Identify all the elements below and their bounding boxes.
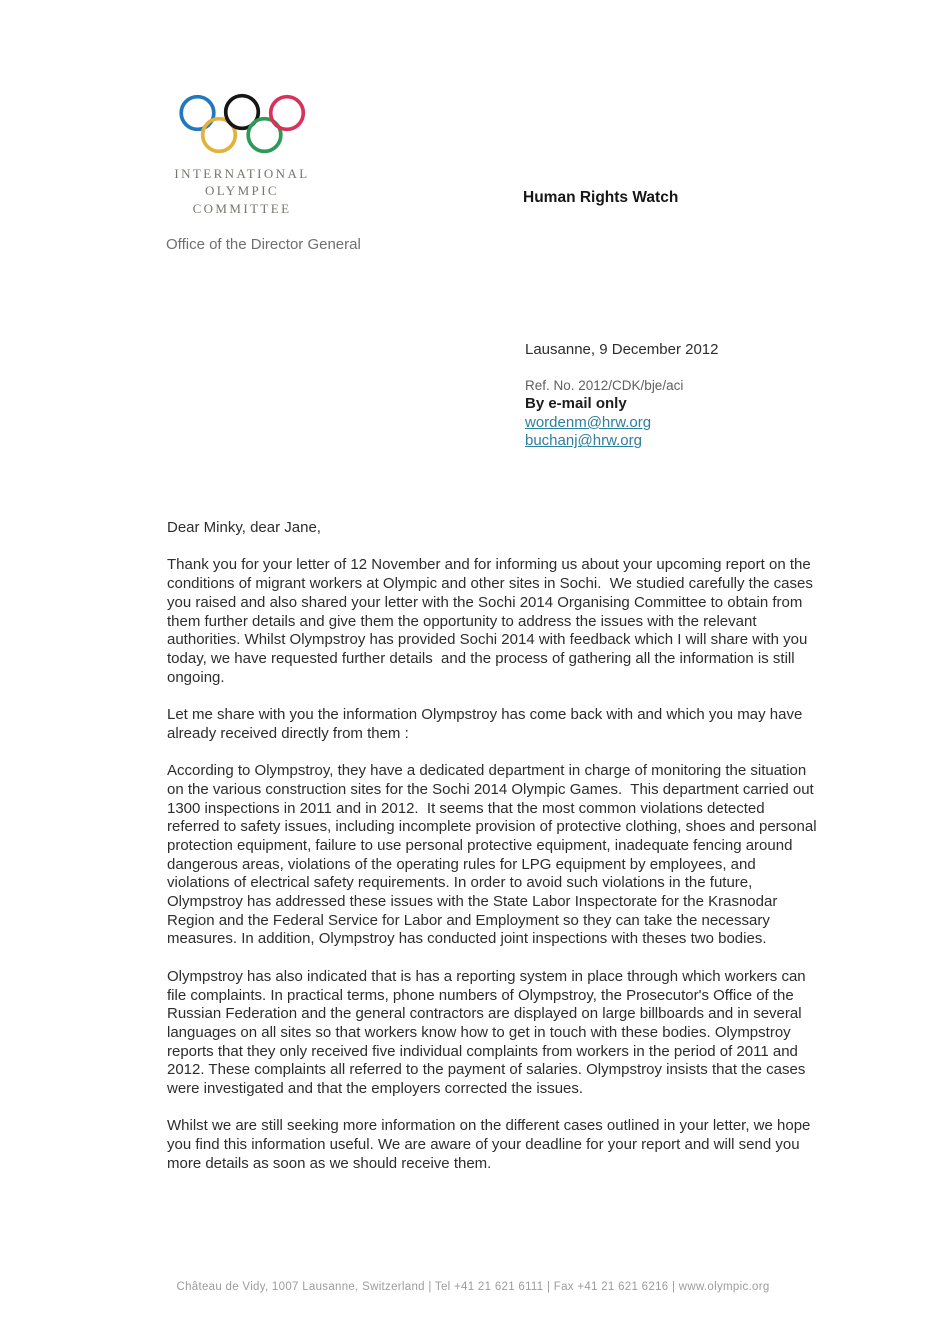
ioc-wordmark	[152, 165, 332, 217]
letter-meta-block	[525, 341, 718, 451]
paragraph-5: Whilst we are still seeking more information on the different cases outlined in your letter, we hope you find this information useful. We are aware of your deadline for your report and will send you more details as soon as we should receive them.	[167, 1117, 815, 1172]
paragraph-3: According to Olympstroy, they have a dedicated department in charge of monitoring the situation on the various construction sites for the Sochi 2014 Olympic Games. This department carried out 1300 inspections in 2011 and in 2012. It seems that the most common violations detected referred to safety issues, including incomplete provision of protective clothing, shoes and personal protection equipment, failure to use personal protective equipment, inadequate fencing around dangerous areas, violations of the operating rules for LPG equipment by employees, and violations of electrical safety requirements. In order to avoid such violations in the future, Olympstroy has addressed these issues with the State Labor Inspectorate for the Krasnodar Region and the Federal Service for Labor and Employment so they can take the necessary measures. In addition, Olympstroy has conducted joint inspections with theses two bodies.	[167, 762, 821, 948]
salutation: Dear Minky, dear Jane,	[167, 519, 321, 536]
ioc-wordmark-line-1: INTERNATIONAL	[174, 166, 310, 181]
letter-body	[167, 519, 821, 1192]
delivery-method-label: By e-mail only	[525, 395, 627, 413]
reference-number: Ref. No. 2012/CDK/bje/aci	[525, 377, 684, 393]
email-link-wordenm[interactable]: wordenm@hrw.org	[525, 413, 652, 431]
dateline: Lausanne, 9 December 2012	[525, 341, 719, 358]
footer-address: Château de Vidy, 1007 Lausanne, Switzerland | Tel +41 21 621 6111 | Fax +41 21 621 6216 | www.olympic.org	[176, 1281, 770, 1293]
recipient-name: Human Rights Watch	[523, 189, 679, 206]
ioc-wordmark-line-2: OLYMPIC	[204, 183, 279, 199]
email-link-buchanj[interactable]: buchanj@hrw.org	[525, 432, 642, 450]
ioc-wordmark-line-3: COMMITTEE	[192, 200, 292, 216]
paragraph-4: Olympstroy has also indicated that is has a reporting system in place through which workers can file complaints. In practical terms, phone numbers of Olympstroy, the Prosecutor's Office of the Russian Federation and the general contractors are displayed on large billboards and in several languages on all sites so that workers know how to get in touch with these bodies. Olympstroy reports that they only received five individual complaints from workers in the period of 2011 and 2012. These complaints all referred to the payment of salaries. Olympstroy insists that the cases were investigated and that the employers corrected the issues.	[167, 967, 810, 1098]
paragraph-2: Let me share with you the information Olympstroy has come back with and which you may have already received directly from them :	[167, 706, 807, 742]
paragraph-1: Thank you for your letter of 12 November and for informing us about your upcoming report on the conditions of migrant workers at Olympic and other sites in Sochi. We studied carefully the cases you raised and also shared your letter with the Sochi 2014 Organising Committee to obtain from them further details and give them the opportunity to address the issues with the relevant authorities. Whilst Olympstroy has provided Sochi 2014 with feedback which I will share with you today, we have requested further details and the process of gathering all the information is still ongoing.	[167, 556, 818, 686]
office-of-director-general-label: Office of the Director General	[166, 236, 361, 253]
olympic-rings-icon	[178, 93, 306, 155]
